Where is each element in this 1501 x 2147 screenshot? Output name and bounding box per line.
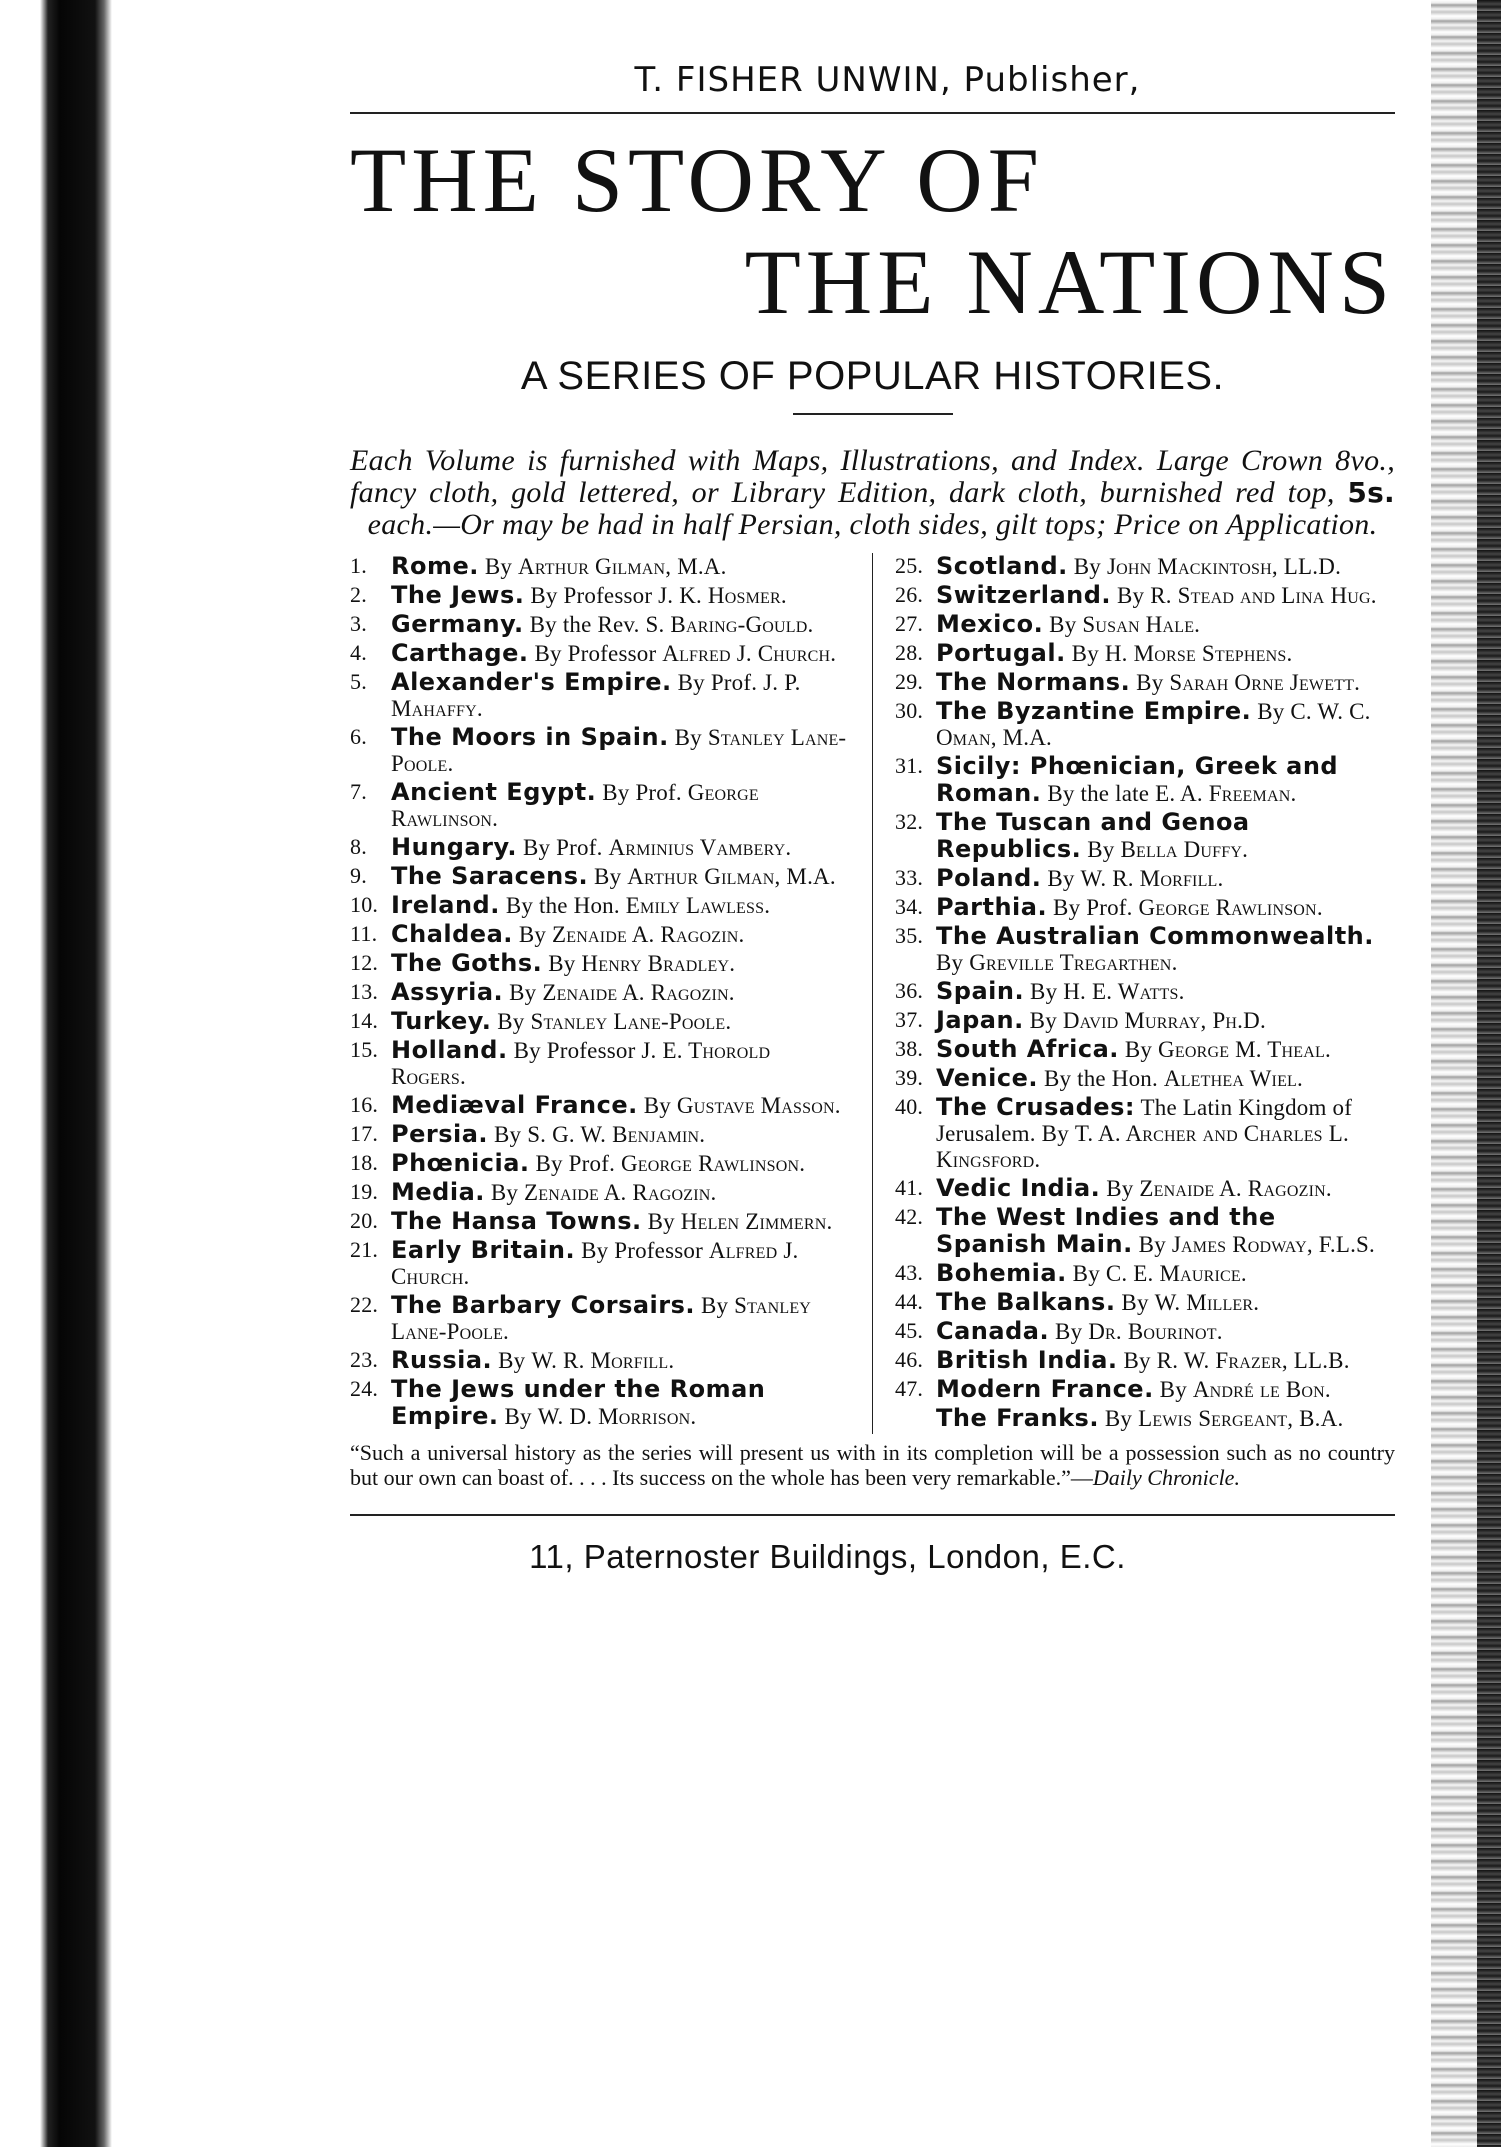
volume-number: 36. bbox=[895, 978, 924, 1003]
volume-title: The Jews. bbox=[391, 581, 525, 609]
volume-number: 16. bbox=[350, 1092, 379, 1117]
volume-title: Ireland. bbox=[391, 891, 500, 919]
volume-column-left bbox=[350, 553, 873, 1434]
volume-author: Dr. Bourinot. bbox=[1088, 1319, 1223, 1344]
volume-author: J. E. Thorold Rogers. bbox=[391, 1038, 771, 1089]
volume-title: Switzerland. bbox=[936, 581, 1112, 609]
volume-by: By bbox=[497, 1009, 525, 1034]
volume-number: 41. bbox=[895, 1175, 924, 1200]
volume-number: 19. bbox=[350, 1179, 379, 1204]
volume-author: H. E. Watts. bbox=[1063, 979, 1185, 1004]
volume-by: By Prof. bbox=[1053, 895, 1133, 920]
volume-number: 46. bbox=[895, 1347, 924, 1372]
volume-entry bbox=[895, 1175, 1395, 1202]
volume-title: Mexico. bbox=[936, 610, 1044, 638]
volume-by: By Prof. bbox=[522, 835, 603, 860]
volume-author: W. R. Morfill. bbox=[1080, 866, 1224, 891]
volume-by: By Professor bbox=[534, 641, 657, 666]
price: 5s. bbox=[1347, 476, 1395, 509]
volume-by: By bbox=[484, 554, 513, 579]
volume-entry bbox=[895, 1289, 1395, 1316]
volume-title: Mediæval France. bbox=[391, 1091, 638, 1119]
volume-entry bbox=[895, 894, 1395, 921]
volume-by: By the late bbox=[1047, 781, 1150, 806]
volume-author: Arthur Gilman, M.A. bbox=[518, 554, 727, 579]
advertisement-page bbox=[350, 60, 1395, 1576]
press-quote bbox=[350, 1440, 1395, 1490]
volume-entry bbox=[895, 1405, 1395, 1432]
volume-title: The Franks. bbox=[936, 1404, 1099, 1432]
description-part-1: Each Volume is furnished with Maps, Illustrations, and Index. Large Crown 8vo., fancy cloth, gold lettered, or Library Edition, dark cloth, burnished red top, bbox=[350, 444, 1395, 509]
volume-title: Media. bbox=[391, 1178, 485, 1206]
volume-title: Sicily: Phœnician, Greek and Roman. bbox=[936, 752, 1339, 807]
volume-author: Helen Zimmern. bbox=[680, 1209, 833, 1234]
volume-by: By bbox=[1049, 612, 1077, 637]
volume-title: Bohemia. bbox=[936, 1259, 1067, 1287]
volume-number: 45. bbox=[895, 1318, 924, 1343]
volume-number: 26. bbox=[895, 582, 924, 607]
volume-by: By bbox=[700, 1293, 729, 1318]
volume-by: By bbox=[1047, 866, 1075, 891]
publisher-line: T. FISHER UNWIN, Publisher, bbox=[634, 60, 1141, 100]
volume-author: Emily Lawless. bbox=[625, 893, 771, 918]
volume-by: By bbox=[509, 980, 537, 1005]
publisher-address: 11, Paternoster Buildings, London, E.C. bbox=[529, 1538, 1126, 1575]
volume-entry bbox=[895, 978, 1395, 1005]
volume-number: 3. bbox=[350, 611, 367, 636]
bottom-rule bbox=[350, 1514, 1395, 1516]
volume-title: Ancient Egypt. bbox=[391, 778, 597, 806]
volume-author: Arthur Gilman, M.A. bbox=[627, 864, 836, 889]
volume-number: 5. bbox=[350, 669, 367, 694]
volume-author: Zenaide A. Ragozin. bbox=[552, 922, 745, 947]
volume-entry bbox=[350, 892, 850, 919]
volume-title: The Crusades: bbox=[936, 1093, 1135, 1121]
volume-title: Holland. bbox=[391, 1036, 508, 1064]
volume-title: Alexander's Empire. bbox=[391, 668, 672, 696]
volume-number: 33. bbox=[895, 865, 924, 890]
volume-title: Russia. bbox=[391, 1346, 493, 1374]
volume-number: 29. bbox=[895, 669, 924, 694]
volume-entry bbox=[895, 640, 1395, 667]
volume-by: By bbox=[1106, 1176, 1134, 1201]
volume-number: 37. bbox=[895, 1007, 924, 1032]
volume-entry bbox=[895, 923, 1395, 976]
volume-list bbox=[350, 553, 1395, 1434]
volume-entry bbox=[895, 1260, 1395, 1287]
volume-title: The Barbary Corsairs. bbox=[391, 1291, 696, 1319]
volume-entry bbox=[895, 669, 1395, 696]
volume-by: By bbox=[518, 922, 547, 947]
volume-title: Scotland. bbox=[936, 552, 1068, 580]
volume-by: By bbox=[1087, 837, 1115, 862]
volume-by: By the Hon. bbox=[1043, 1066, 1158, 1091]
volume-entry bbox=[350, 779, 850, 832]
volume-entry bbox=[350, 582, 850, 609]
volume-column-right bbox=[873, 553, 1395, 1434]
volume-number: 18. bbox=[350, 1150, 379, 1175]
volume-by: By bbox=[1123, 1348, 1151, 1373]
volume-title: Hungary. bbox=[391, 833, 518, 861]
volume-title: Chaldea. bbox=[391, 920, 513, 948]
volume-title: Japan. bbox=[936, 1006, 1024, 1034]
volume-author: Alethea Wiel. bbox=[1163, 1066, 1303, 1091]
volume-number: 20. bbox=[350, 1208, 379, 1233]
volume-by: By bbox=[1104, 1406, 1133, 1431]
volume-title: Venice. bbox=[936, 1064, 1038, 1092]
volume-by: By the Rev. bbox=[529, 612, 640, 637]
volume-title: The West Indies and the Spanish Main. bbox=[936, 1203, 1276, 1258]
book-spine-shadow bbox=[0, 0, 112, 2147]
volume-number: 1. bbox=[350, 553, 367, 578]
volume-entry bbox=[895, 753, 1395, 807]
volume-title: Early Britain. bbox=[391, 1236, 576, 1264]
volume-title: The Saracens. bbox=[391, 862, 589, 890]
volume-by: By bbox=[936, 950, 964, 975]
volume-number: 22. bbox=[350, 1292, 379, 1317]
volume-entry bbox=[350, 1376, 850, 1430]
volume-number: 42. bbox=[895, 1204, 924, 1229]
volume-number: 9. bbox=[350, 863, 367, 888]
subtitle-rule bbox=[793, 413, 953, 415]
volume-by: The Latin Kingdom of Jerusalem. By bbox=[936, 1095, 1353, 1146]
volume-entry bbox=[350, 669, 850, 722]
volume-title: The Balkans. bbox=[936, 1288, 1116, 1316]
volume-author: Alfred J. Church. bbox=[391, 1238, 799, 1289]
volume-author: Greville Tregarthen. bbox=[969, 950, 1178, 975]
volume-author: David Murray, Ph.D. bbox=[1062, 1008, 1266, 1033]
volume-author: W. Miller. bbox=[1154, 1290, 1260, 1315]
volume-author: Henry Bradley. bbox=[581, 951, 736, 976]
volume-number: 11. bbox=[350, 921, 378, 946]
volume-by: By bbox=[674, 725, 702, 750]
volume-author: R. W. Frazer, LL.B. bbox=[1156, 1348, 1350, 1373]
volume-author: James Rodway, F.L.S. bbox=[1171, 1232, 1375, 1257]
volume-author: Alfred J. Church. bbox=[662, 641, 837, 666]
volume-number: 10. bbox=[350, 892, 379, 917]
volume-entry bbox=[350, 979, 850, 1006]
volume-author: J. P. Mahaffy. bbox=[391, 670, 801, 721]
volume-by: By Prof. bbox=[602, 780, 682, 805]
volume-by: By bbox=[493, 1122, 522, 1147]
volume-title: The Normans. bbox=[936, 668, 1131, 696]
volume-author: Sarah Orne Jewett. bbox=[1169, 670, 1361, 695]
volume-by: By bbox=[1138, 1232, 1166, 1257]
volume-entry bbox=[895, 1065, 1395, 1092]
volume-by: By bbox=[1121, 1290, 1149, 1315]
volume-number: 27. bbox=[895, 611, 924, 636]
volume-title: Rome. bbox=[391, 552, 479, 580]
volume-author: Arminius Vambery. bbox=[608, 835, 792, 860]
volume-entry bbox=[895, 1036, 1395, 1063]
volume-by: By bbox=[647, 1209, 675, 1234]
volume-number: 12. bbox=[350, 950, 379, 975]
volume-by: By bbox=[548, 951, 576, 976]
volume-entry bbox=[350, 950, 850, 977]
volume-title: Parthia. bbox=[936, 893, 1048, 921]
volume-entry bbox=[895, 1007, 1395, 1034]
volume-title: Germany. bbox=[391, 610, 524, 638]
description-part-2: each.—Or may be had in half Persian, cloth sides, gilt tops; Price on Application. bbox=[367, 508, 1378, 541]
volume-number: 14. bbox=[350, 1008, 379, 1033]
volume-number: 38. bbox=[895, 1036, 924, 1061]
volume-by: By bbox=[504, 1404, 532, 1429]
series-description bbox=[350, 445, 1395, 541]
volume-entry bbox=[895, 1376, 1395, 1403]
volume-entry bbox=[895, 1094, 1395, 1173]
volume-author: Bella Duffy. bbox=[1120, 837, 1249, 862]
volume-entry bbox=[895, 582, 1395, 609]
volume-number: 24. bbox=[350, 1376, 379, 1401]
volume-author: Zenaide A. Ragozin. bbox=[1139, 1176, 1332, 1201]
volume-author: Stanley Lane-Poole. bbox=[530, 1009, 732, 1034]
volume-number: 7. bbox=[350, 779, 367, 804]
volume-author: C. E. Maurice. bbox=[1105, 1261, 1247, 1286]
volume-by: By bbox=[1073, 554, 1101, 579]
volume-entry bbox=[350, 863, 850, 890]
volume-entry bbox=[895, 553, 1395, 580]
volume-title: Portugal. bbox=[936, 639, 1066, 667]
volume-number: 4. bbox=[350, 640, 367, 665]
volume-by: By Professor bbox=[513, 1038, 636, 1063]
volume-entry bbox=[350, 1008, 850, 1035]
volume-by: By bbox=[1030, 979, 1058, 1004]
volume-entry bbox=[895, 1318, 1395, 1345]
volume-by: By bbox=[498, 1348, 526, 1373]
volume-number: 39. bbox=[895, 1065, 924, 1090]
volume-author: George Rawlinson. bbox=[391, 780, 759, 831]
volume-author: George M. Theal. bbox=[1158, 1037, 1331, 1062]
volume-entry bbox=[350, 1237, 850, 1290]
volume-author: Susan Hale. bbox=[1082, 612, 1201, 637]
volume-entry bbox=[350, 724, 850, 777]
volume-author: S. G. W. Benjamin. bbox=[527, 1122, 706, 1147]
volume-number: 2. bbox=[350, 582, 367, 607]
volume-author: W. D. Morrison. bbox=[537, 1404, 697, 1429]
volume-number: 43. bbox=[895, 1260, 924, 1285]
volume-author: George Rawlinson. bbox=[1138, 895, 1323, 920]
volume-entry bbox=[895, 865, 1395, 892]
volume-by: By bbox=[1029, 1008, 1057, 1033]
volume-entry bbox=[350, 1208, 850, 1235]
volume-author: S. Baring-Gould. bbox=[645, 612, 814, 637]
volume-by: By bbox=[1072, 1261, 1100, 1286]
volume-number: 47. bbox=[895, 1376, 924, 1401]
volume-title: Turkey. bbox=[391, 1007, 492, 1035]
volume-by: By bbox=[1136, 670, 1164, 695]
volume-author: Zenaide A. Ragozin. bbox=[524, 1180, 717, 1205]
top-rule bbox=[350, 112, 1395, 114]
volume-by: By bbox=[490, 1180, 519, 1205]
volume-author: Stanley Lane-Poole. bbox=[391, 1293, 812, 1344]
title-line-1: THE STORY OF bbox=[350, 129, 1044, 231]
volume-by: By bbox=[1071, 641, 1099, 666]
volume-number: 28. bbox=[895, 640, 924, 665]
volume-title: Assyria. bbox=[391, 978, 504, 1006]
volume-entry bbox=[350, 921, 850, 948]
volume-entry bbox=[350, 640, 850, 667]
volume-author: H. Morse Stephens. bbox=[1104, 641, 1293, 666]
volume-entry bbox=[350, 1092, 850, 1119]
volume-title: British India. bbox=[936, 1346, 1118, 1374]
volume-author: Stanley Lane-Poole. bbox=[391, 725, 847, 776]
volume-entry bbox=[350, 1150, 850, 1177]
volume-title: Canada. bbox=[936, 1317, 1050, 1345]
title-line-2: THE NATIONS bbox=[744, 231, 1395, 333]
volume-title: Modern France. bbox=[936, 1375, 1154, 1403]
volume-author: E. A. Freeman. bbox=[1155, 781, 1297, 806]
volume-entry bbox=[350, 611, 850, 638]
volume-by: By Prof. bbox=[535, 1151, 616, 1176]
volume-number: 13. bbox=[350, 979, 379, 1004]
volume-number: 30. bbox=[895, 698, 924, 723]
volume-number: 17. bbox=[350, 1121, 379, 1146]
volume-title: Vedic India. bbox=[936, 1174, 1101, 1202]
volume-number: 32. bbox=[895, 809, 924, 834]
volume-number: 25. bbox=[895, 553, 924, 578]
quote-text: “Such a universal history as the series will present us with in its completion will be a possession such as no country but our own can boast of. . . . Its success on the whole has been very remarkable.”— bbox=[350, 1440, 1395, 1490]
volume-entry bbox=[895, 1204, 1395, 1258]
volume-title: The Australian Commonwealth. bbox=[936, 922, 1374, 950]
quote-source: Daily Chronicle. bbox=[1092, 1465, 1240, 1490]
volume-author: T. A. Archer and Charles L. Kingsford. bbox=[936, 1121, 1349, 1172]
volume-title: Phœnicia. bbox=[391, 1149, 530, 1177]
volume-entry bbox=[895, 809, 1395, 863]
volume-title: The Byzantine Empire. bbox=[936, 697, 1252, 725]
page-edge-dark bbox=[1477, 0, 1501, 2147]
volume-title: Carthage. bbox=[391, 639, 529, 667]
volume-number: 23. bbox=[350, 1347, 379, 1372]
volume-entry bbox=[350, 553, 850, 580]
volume-author: W. R. Morfill. bbox=[531, 1348, 675, 1373]
volume-entry bbox=[350, 1292, 850, 1345]
volume-entry bbox=[895, 1347, 1395, 1374]
volume-title: The Hansa Towns. bbox=[391, 1207, 642, 1235]
volume-author: Gustave Masson. bbox=[676, 1093, 841, 1118]
volume-by: By the Hon. bbox=[505, 893, 620, 918]
series-subtitle: A SERIES OF POPULAR HISTORIES. bbox=[520, 354, 1225, 398]
volume-title: Spain. bbox=[936, 977, 1025, 1005]
volume-author: C. W. C. Oman, M.A. bbox=[936, 699, 1371, 750]
volume-by: By bbox=[1117, 583, 1145, 608]
volume-entry bbox=[350, 1037, 850, 1090]
volume-entry bbox=[350, 1179, 850, 1206]
volume-number: 15. bbox=[350, 1037, 379, 1062]
volume-by: By bbox=[1257, 699, 1285, 724]
volume-by: By Professor bbox=[581, 1238, 703, 1263]
volume-entry bbox=[350, 834, 850, 861]
volume-number: 6. bbox=[350, 724, 367, 749]
volume-author: J. K. Hosmer. bbox=[658, 583, 787, 608]
volume-number: 40. bbox=[895, 1094, 924, 1119]
volume-title: The Moors in Spain. bbox=[391, 723, 669, 751]
volume-by: By Prof. bbox=[677, 670, 758, 695]
volume-title: Poland. bbox=[936, 864, 1042, 892]
volume-by: By bbox=[594, 864, 622, 889]
volume-by: By bbox=[1159, 1377, 1187, 1402]
volume-number: 34. bbox=[895, 894, 924, 919]
volume-author: George Rawlinson. bbox=[620, 1151, 806, 1176]
volume-entry bbox=[895, 698, 1395, 751]
volume-by: By Professor bbox=[530, 583, 653, 608]
volume-title: The Tuscan and Genoa Republics. bbox=[936, 808, 1250, 863]
volume-title: The Jews under the Roman Empire. bbox=[391, 1375, 766, 1430]
volume-title: The Goths. bbox=[391, 949, 543, 977]
volume-by: By bbox=[643, 1093, 671, 1118]
volume-by: By bbox=[1124, 1037, 1153, 1062]
volume-entry bbox=[350, 1347, 850, 1374]
volume-author: Zenaide A. Ragozin. bbox=[542, 980, 735, 1005]
volume-number: 35. bbox=[895, 923, 924, 948]
volume-number: 8. bbox=[350, 834, 367, 859]
volume-author: John Mackintosh, LL.D. bbox=[1106, 554, 1342, 579]
volume-number: 44. bbox=[895, 1289, 924, 1314]
volume-by: By bbox=[1055, 1319, 1083, 1344]
volume-author: Lewis Sergeant, B.A. bbox=[1138, 1406, 1344, 1431]
volume-number: 31. bbox=[895, 753, 924, 778]
volume-author: André le Bon. bbox=[1192, 1377, 1331, 1402]
volume-author: R. Stead and Lina Hug. bbox=[1150, 583, 1377, 608]
volume-title: South Africa. bbox=[936, 1035, 1119, 1063]
volume-entry bbox=[350, 1121, 850, 1148]
volume-title: Persia. bbox=[391, 1120, 489, 1148]
volume-entry bbox=[895, 611, 1395, 638]
volume-number: 21. bbox=[350, 1237, 379, 1262]
